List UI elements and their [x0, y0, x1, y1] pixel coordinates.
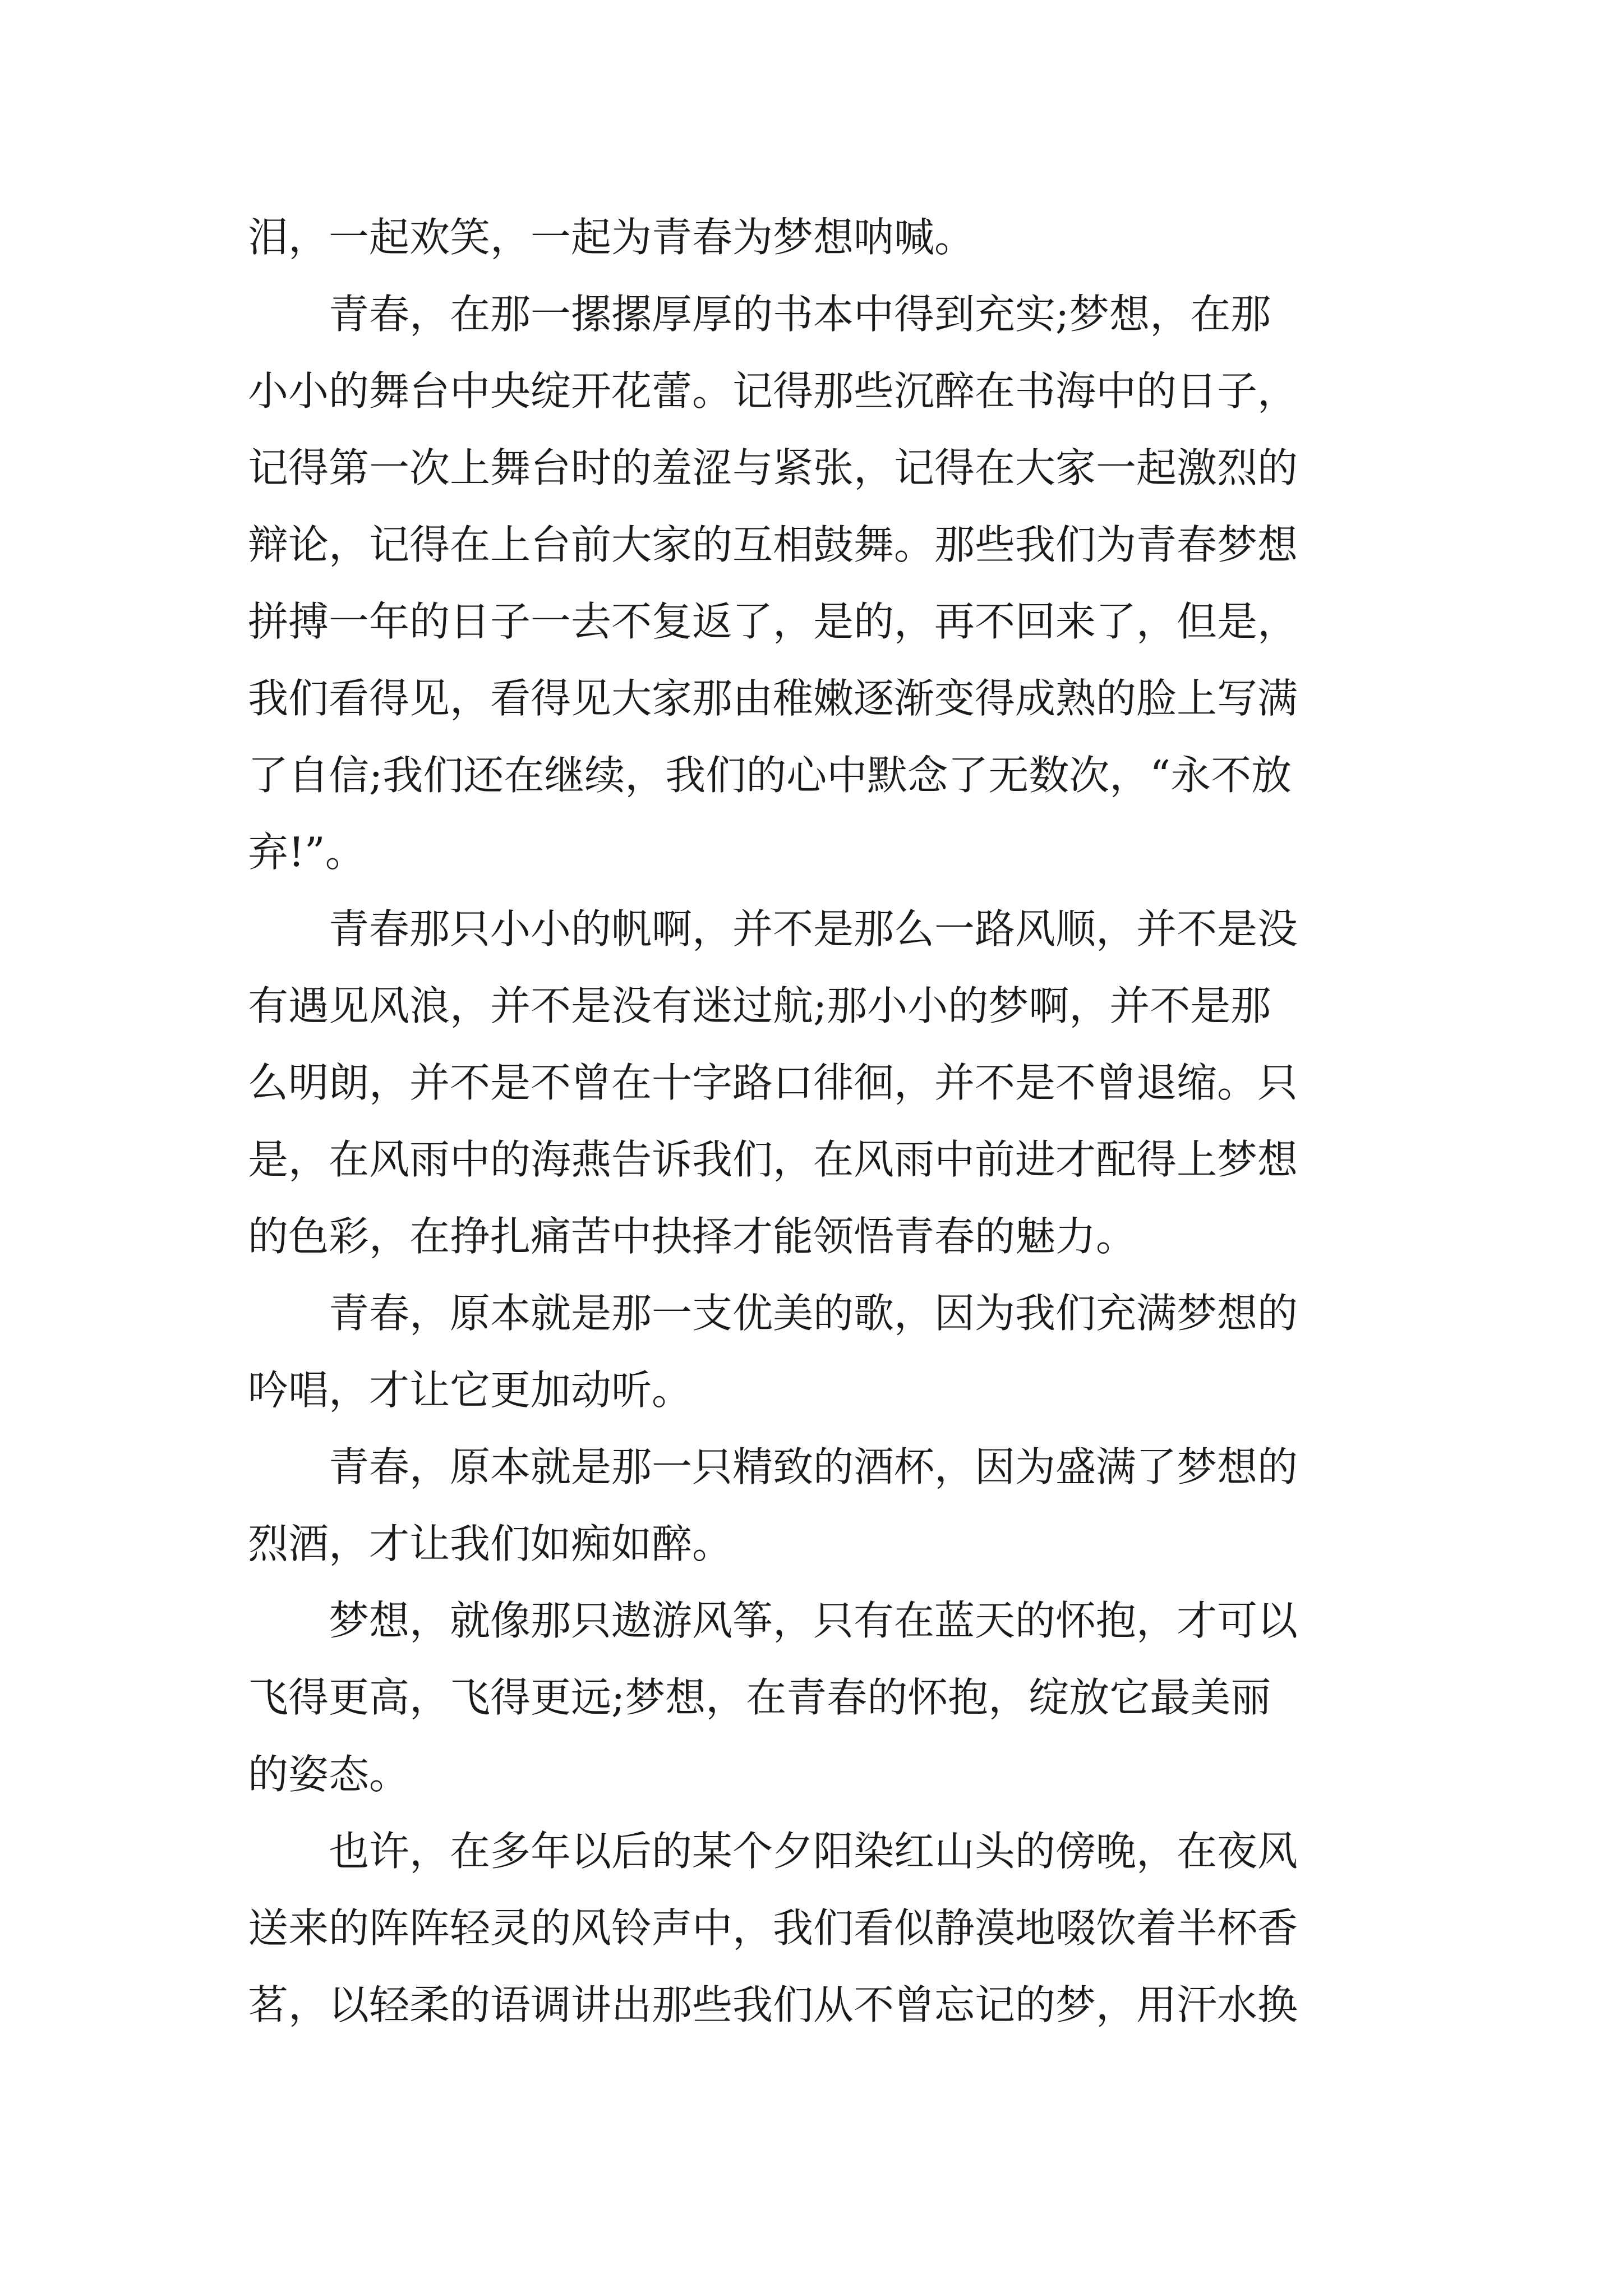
text-line: 青春，原本就是那一只精致的酒杯，因为盛满了梦想的	[329, 1443, 1298, 1490]
text-line: 的色彩，在挣扎痛苦中抉择才能领悟青春的魅力。	[248, 1213, 1137, 1260]
text-line: 也许，在多年以后的某个夕阳染红山头的傍晚，在夜风	[329, 1828, 1298, 1875]
text-line: 茗，以轻柔的语调讲出那些我们从不曾忘记的梦，用汗水换	[248, 1981, 1298, 2028]
document-body	[248, 199, 1392, 2044]
text-line: 小小的舞台中央绽开花蕾。记得那些沉醉在书海中的日子，	[248, 367, 1298, 415]
text-line: 拼搏一年的日子一去不复返了，是的，再不回来了，但是，	[248, 598, 1298, 645]
text-line: 了自信;我们还在继续，我们的心中默念了无数次，“永不放	[248, 752, 1292, 799]
text-line: 泪，一起欢笑，一起为青春为梦想呐喊。	[248, 214, 975, 261]
text-line: 的姿态。	[248, 1751, 410, 1798]
text-line: 有遇见风浪，并不是没有迷过航;那小小的梦啊，并不是那	[248, 982, 1271, 1029]
text-line: 么明朗，并不是不曾在十字路口徘徊，并不是不曾退缩。只	[248, 1059, 1298, 1106]
text-line: 辩论，记得在上台前大家的互相鼓舞。那些我们为青春梦想	[248, 521, 1298, 568]
text-line: 记得第一次上舞台时的羞涩与紧张，记得在大家一起激烈的	[248, 444, 1298, 491]
text-line: 飞得更高，飞得更远;梦想，在青春的怀抱，绽放它最美丽	[248, 1674, 1271, 1721]
text-line: 我们看得见，看得见大家那由稚嫩逐渐变得成熟的脸上写满	[248, 675, 1298, 722]
text-line: 青春那只小小的帆啊，并不是那么一路风顺，并不是没	[329, 905, 1298, 953]
text-line: 送来的阵阵轻灵的风铃声中，我们看似静漠地啜饮着半杯香	[248, 1904, 1298, 1952]
text-line: 弃!”。	[248, 829, 366, 876]
text-line: 烈酒，才让我们如痴如醉。	[248, 1520, 733, 1567]
text-line: 青春，在那一摞摞厚厚的书本中得到充实;梦想，在那	[329, 291, 1271, 338]
text-line: 是，在风雨中的海燕告诉我们，在风雨中前进才配得上梦想	[248, 1136, 1298, 1183]
text-line: 吟唱，才让它更加动听。	[248, 1366, 693, 1414]
text-line: 梦想，就像那只遨游风筝，只有在蓝天的怀抱，才可以	[329, 1597, 1298, 1644]
text-line: 青春，原本就是那一支优美的歌，因为我们充满梦想的	[329, 1290, 1298, 1337]
